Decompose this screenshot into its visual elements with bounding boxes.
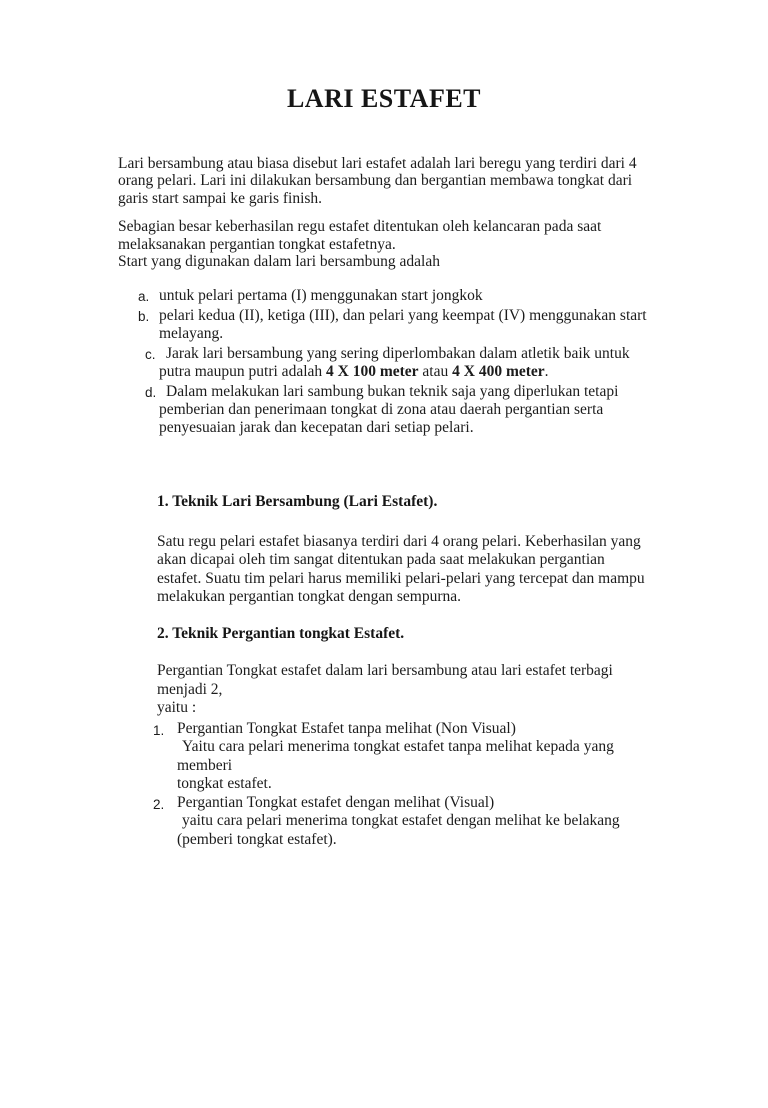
list-item-a-text: untuk pelari pertama (I) menggunakan start jongkok [159, 287, 483, 305]
baton-exchange-methods-list [153, 719, 650, 850]
list-marker-c: c. [145, 347, 156, 363]
list-item-b-text: pelari kedua (II), ketiga (III), dan pelari yang keempat (IV) menggunakan start melayang. [159, 307, 647, 343]
intro-paragraph-3: Start yang digunakan dalam lari bersambung adalah [118, 253, 440, 271]
section-2-intro-line-2: yaitu : [157, 699, 197, 717]
document-title: LARI ESTAFET [286, 84, 482, 113]
distance-4x400: 4 X 400 meter [452, 363, 545, 381]
intro-paragraph-2: Sebagian besar keberhasilan regu estafet ditentukan oleh kelancaran pada saat melaksanakan pergantian tongkat estafetnya. [118, 218, 602, 253]
start-types-list [118, 287, 650, 437]
list-marker-d: d. [145, 385, 157, 401]
method-1-description-line-2: tongkat estafet. [177, 775, 272, 793]
list-marker-b: b. [138, 309, 150, 325]
intro-section [118, 155, 650, 270]
section-1-heading: 1. Teknik Lari Bersambung (Lari Estafet). [157, 493, 438, 511]
list-item-a [118, 287, 650, 305]
intro-paragraph-1: Lari bersambung atau biasa disebut lari estafet adalah lari beregu yang terdiri dari 4 orang pelari. Lari ini dilakukan bersambung dan bergantian membawa tongkat dari garis start sampai ke garis finish. [118, 155, 637, 207]
method-1-description-line-1: Yaitu cara pelari menerima tongkat estafet tanpa melihat kepada yang memberi [177, 738, 614, 774]
list-item-c-text-between: atau [418, 363, 453, 381]
method-2-description-line-2: (pemberi tongkat estafet). [177, 830, 337, 848]
section-2-intro [157, 662, 650, 718]
distance-4x100: 4 X 100 meter [326, 363, 419, 381]
section-2-heading: 2. Teknik Pergantian tongkat Estafet. [157, 624, 405, 642]
method-2-title: Pergantian Tongkat estafet dengan melihat (Visual) [177, 793, 495, 811]
list-item-c-text-after: . [544, 363, 549, 381]
method-marker-1: 1. [153, 722, 165, 738]
method-marker-2: 2. [153, 796, 165, 812]
list-marker-a: a. [138, 289, 150, 305]
method-item-1 [153, 719, 650, 794]
technique-sections [153, 493, 650, 849]
list-item-d-text: Dalam melakukan lari sambung bukan teknik saja yang diperlukan tetapi pemberian dan penerimaan tongkat di zona atau daerah pergantian serta penyesuaian jarak dan kecepatan dari setiap pelari. [159, 383, 619, 437]
method-item-2 [153, 793, 650, 850]
section-2-intro-line-1: Pergantian Tongkat estafet dalam lari bersambung atau lari estafet terbagi menjadi 2, [157, 662, 613, 698]
method-2-description-line-1: yaitu cara pelari menerima tongkat estafet dengan melihat ke belakang [182, 812, 620, 830]
document-page [0, 84, 768, 1108]
list-item-c-text [159, 345, 630, 380]
list-item-c-text-before: Jarak lari bersambung yang sering diperlombakan dalam atletik baik untuk putra maupun putri adalah [159, 345, 630, 381]
method-1-title: Pergantian Tongkat Estafet tanpa melihat (Non Visual) [177, 719, 516, 737]
list-item-d [118, 383, 650, 437]
section-1-paragraph: Satu regu pelari estafet biasanya terdiri dari 4 orang pelari. Keberhasilan yang akan dicapai oleh tim sangat ditentukan pada saat melakukan pergantian estafet. Suatu tim pelari harus memiliki pelari-pelari yang tercepat dan mampu melakukan pergantian tongkat dengan sempurna. [157, 532, 645, 606]
list-item-c [118, 345, 650, 381]
list-item-b [118, 307, 650, 343]
